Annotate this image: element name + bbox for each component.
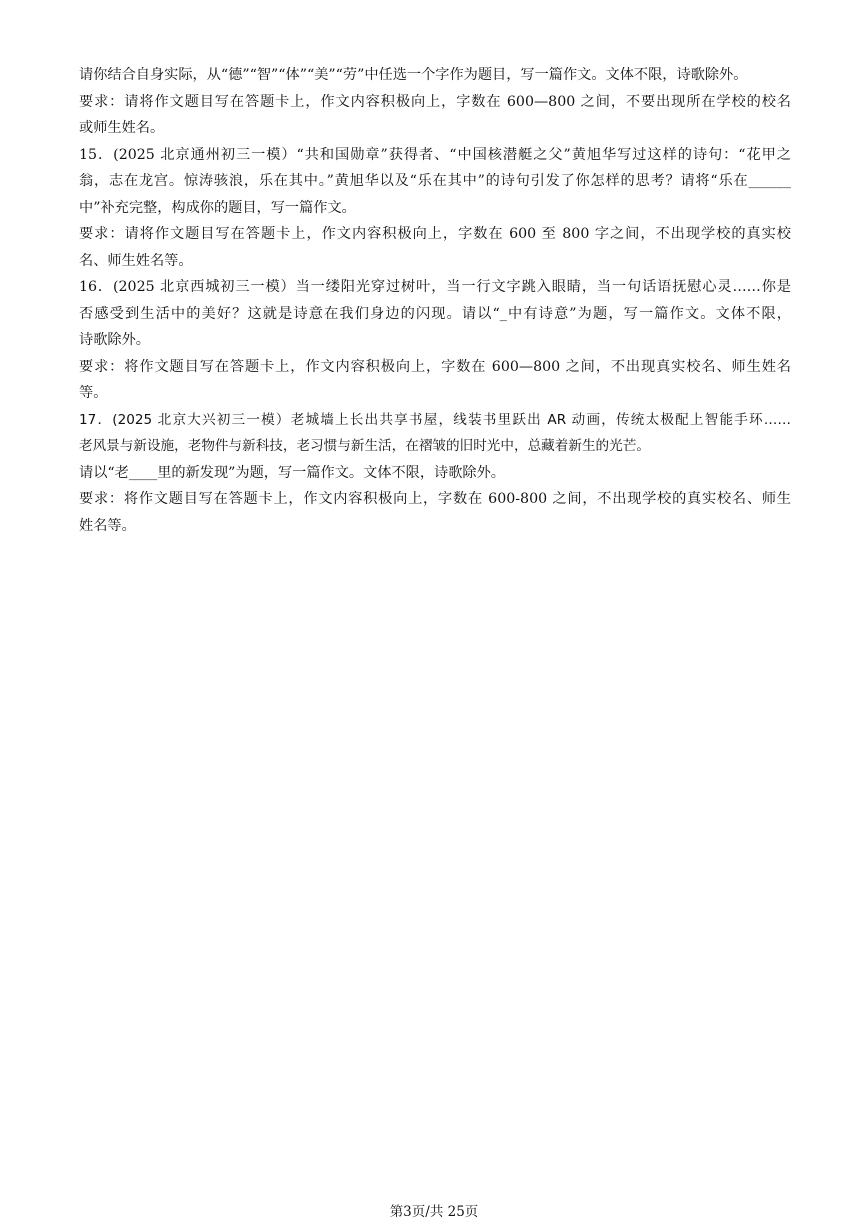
- question-17-requirement-line-1: 要求：将作文题目写在答题卡上，作文内容积极向上，字数在 600-800 之间，不出现学校的真实校名、师生: [79, 491, 791, 507]
- question-15-requirement-line-1: 要求：请将作文题目写在答题卡上，作文内容积极向上，字数在 600 至 800 字之间，不出现学校的真实校: [79, 226, 791, 242]
- question-15-line-3: 中”补充完整，构成你的题目，写一篇作文。: [79, 199, 356, 216]
- text-line-2: 要求：请将作文题目写在答题卡上，作文内容积极向上，字数在 600—800 之间，不要出现所在学校的校名: [79, 93, 791, 110]
- question-15-line-2: 翁，志在龙宫。惊涛骇浪，乐在其中。”黄旭华以及“乐在其中”的诗句引发了你怎样的思考？请将“乐在______: [79, 173, 791, 189]
- question-16-requirement-line-1: 要求：将作文题目写在答题卡上，作文内容积极向上，字数在 600—800 之间，不出现真实校名、师生姓名: [79, 358, 791, 375]
- page-number-footer: 第3页/共 25页: [389, 1204, 479, 1220]
- text-line-1: 请你结合自身实际，从“德”“智”“体”“美”“劳”中任选一个字作为题目，写一篇作文。文体不限，诗歌除外。: [79, 67, 748, 83]
- question-15-line-1: 15．(2025 北京通州初三一模）“共和国勋章”获得者、“中国核潜艇之父”黄旭华写过这样的诗句：“花甲之: [79, 146, 791, 163]
- question-17-line-1: 17．(2025 北京大兴初三一模）老城墙上长出共享书屋，线装书里跃出 AR 动画，传统太极配上智能手环……: [79, 411, 791, 428]
- question-16-requirement-line-2: 等。: [79, 385, 108, 401]
- question-17-line-2: 老风景与新设施，老物件与新科技，老习惯与新生活，在褶皱的旧时光中，总藏着新生的光芒。: [79, 438, 650, 454]
- question-15-requirement-line-2: 名、师生姓名等。: [79, 252, 193, 269]
- question-16-line-2: 否感受到生活中的美好？这就是诗意在我们身边的闪现。请以“_中有诗意”为题，写一篇作文。文体不限，: [79, 305, 791, 322]
- question-17-requirement-line-2: 姓名等。: [79, 517, 136, 534]
- question-17-line-3: 请以“老____里的新发现”为题，写一篇作文。文体不限，诗歌除外。: [79, 464, 505, 481]
- document-body: [79, 62, 791, 539]
- text-line-3: 或师生姓名。: [79, 120, 165, 136]
- question-16-line-3: 诗歌除外。: [79, 332, 150, 348]
- question-16-line-1: 16．(2025 北京西城初三一模）当一缕阳光穿过树叶，当一行文字跳入眼睛，当一句话语抚慰心灵……你是: [79, 279, 791, 295]
